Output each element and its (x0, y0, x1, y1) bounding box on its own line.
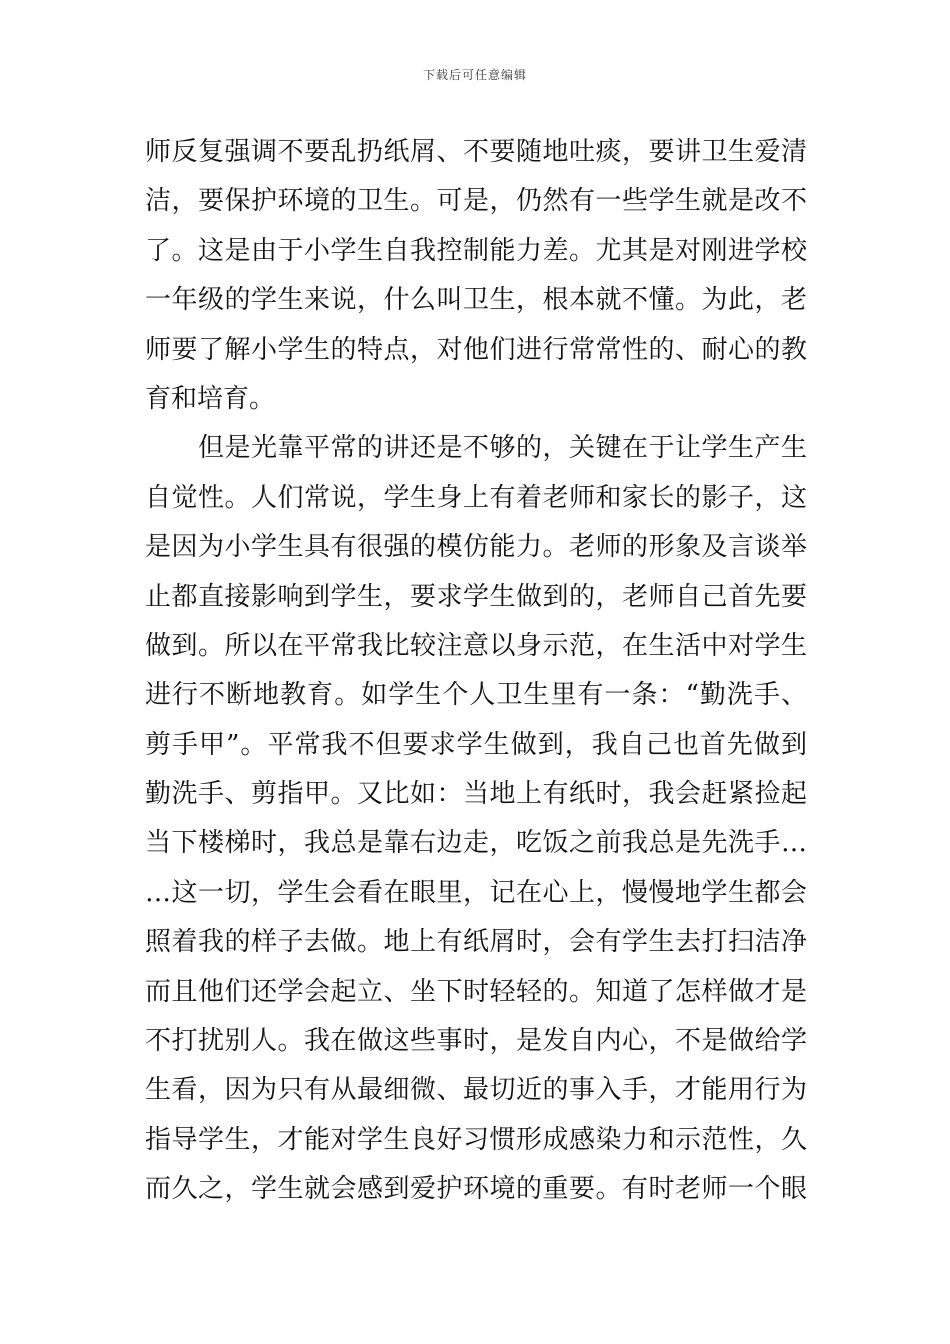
text-line: 剪手甲”。平常我不但要求学生做到，我自己也首先做到 (145, 729, 807, 760)
text-line: 是因为小学生具有很强的模仿能力。老师的形象及言谈举 (145, 532, 807, 563)
text-line: 做到。所以在平常我比较注意以身示范，在生活中对学生 (145, 630, 807, 661)
text-line: 不打扰别人。我在做这些事时，是发自内心，不是做给学 (145, 1026, 807, 1057)
page-header: 下载后可任意编辑 (422, 68, 527, 82)
text-line: 生看，因为只有从最细微、最切近的事入手，才能用行为 (145, 1075, 807, 1106)
text-line: 自觉性。人们常说，学生身上有着老师和家长的影子，这 (145, 482, 807, 513)
text-line: 勤洗手、剪指甲。又比如：当地上有纸时，我会赶紧捡起 (145, 779, 807, 810)
text-line: 当下楼梯时，我总是靠右边走，吃饭之前我总是先洗手… (145, 828, 807, 859)
text-line: 师要了解小学生的特点，对他们进行常常性的、耐心的教 (145, 334, 807, 365)
body-text (145, 128, 807, 1215)
text-line: 照着我的样子去做。地上有纸屑时，会有学生去打扫洁净 (145, 927, 807, 958)
text-line: 指导学生，才能对学生良好习惯形成感染力和示范性，久 (145, 1124, 807, 1155)
text-line: …这一切，学生会看在眼里，记在心上，慢慢地学生都会 (145, 877, 807, 908)
text-line: 洁，要保护环境的卫生。可是，仍然有一些学生就是改不 (145, 186, 807, 217)
text-line: 但是光靠平常的讲还是不够的，关键在于让学生产生 (145, 433, 807, 464)
text-line: 育和培育。 (145, 383, 276, 414)
text-line: 了。这是由于小学生自我控制能力差。尤其是对刚进学校 (145, 235, 807, 266)
text-line: 师反复强调不要乱扔纸屑、不要随地吐痰，要讲卫生爱清 (145, 137, 807, 167)
text-line: 止都直接影响到学生，要求学生做到的，老师自己首先要 (145, 581, 807, 612)
text-line: 一年级的学生来说，什么叫卫生，根本就不懂。为此，老 (145, 285, 807, 316)
text-line: 而久之，学生就会感到爱护环境的重要。有时老师一个眼 (145, 1174, 807, 1205)
text-line: 而且他们还学会起立、坐下时轻轻的。知道了怎样做才是 (145, 976, 807, 1007)
text-line: 进行不断地教育。如学生个人卫生里有一条：“勤洗手、 (145, 680, 807, 711)
